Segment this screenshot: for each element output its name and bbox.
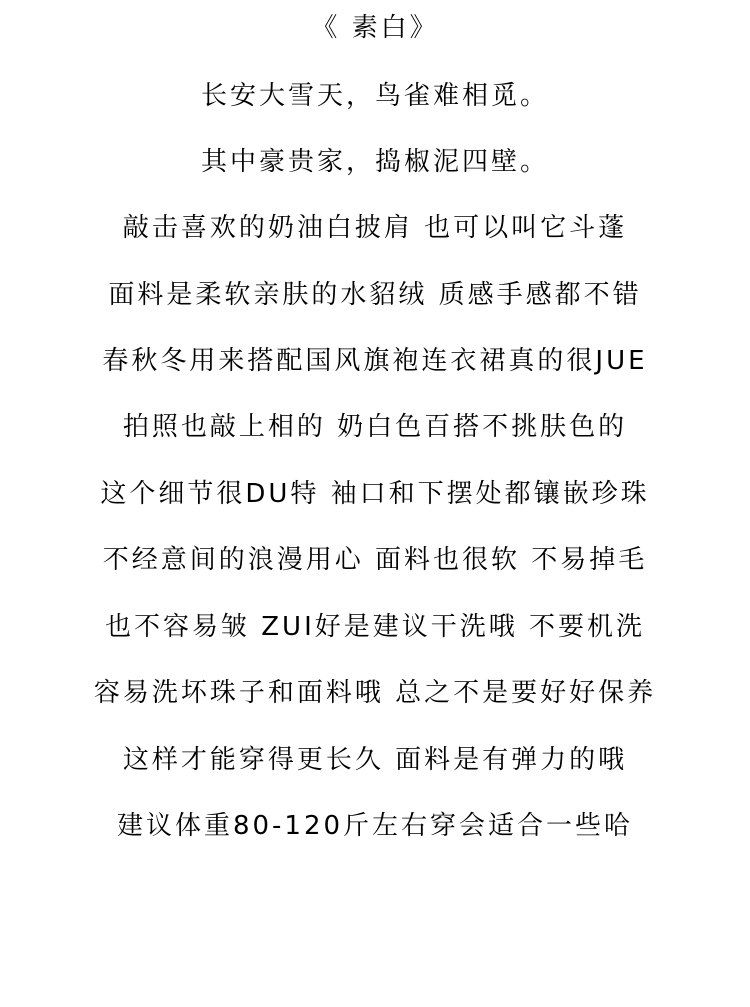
text-line: 长安大雪天，鸟雀难相觅。 (200, 81, 549, 111)
text-line: 敲击喜欢的奶油白披肩 也可以叫它斗蓬 (122, 213, 628, 243)
text-line: 也不容易皱 ZUI好是建议干洗哦 不要机洗 (104, 612, 646, 642)
text-line: 拍照也敲上相的 奶白色百搭不挑肤色的 (122, 412, 628, 442)
text-line: 春秋冬用来搭配国风旗袍连衣裙真的很JUE (102, 346, 648, 376)
text-line: 容易洗坏珠子和面料哦 总之不是要好好保养 (93, 678, 657, 708)
text-line: 其中豪贵家，捣椒泥四壁。 (200, 147, 549, 177)
text-line: 不经意间的浪漫用心 面料也很软 不易掉毛 (102, 545, 648, 575)
text-line: 这样才能穿得更长久 面料是有弹力的哦 (122, 745, 628, 775)
text-line: 这个细节很DU特 袖口和下摆处都镶嵌珍珠 (100, 479, 650, 509)
text-line: 面料是柔软亲肤的水貂绒 质感手感都不错 (108, 280, 642, 310)
document-title: 《 素白》 (311, 13, 439, 43)
text-line: 建议体重80-120斤左右穿会适合一些哈 (116, 811, 634, 841)
